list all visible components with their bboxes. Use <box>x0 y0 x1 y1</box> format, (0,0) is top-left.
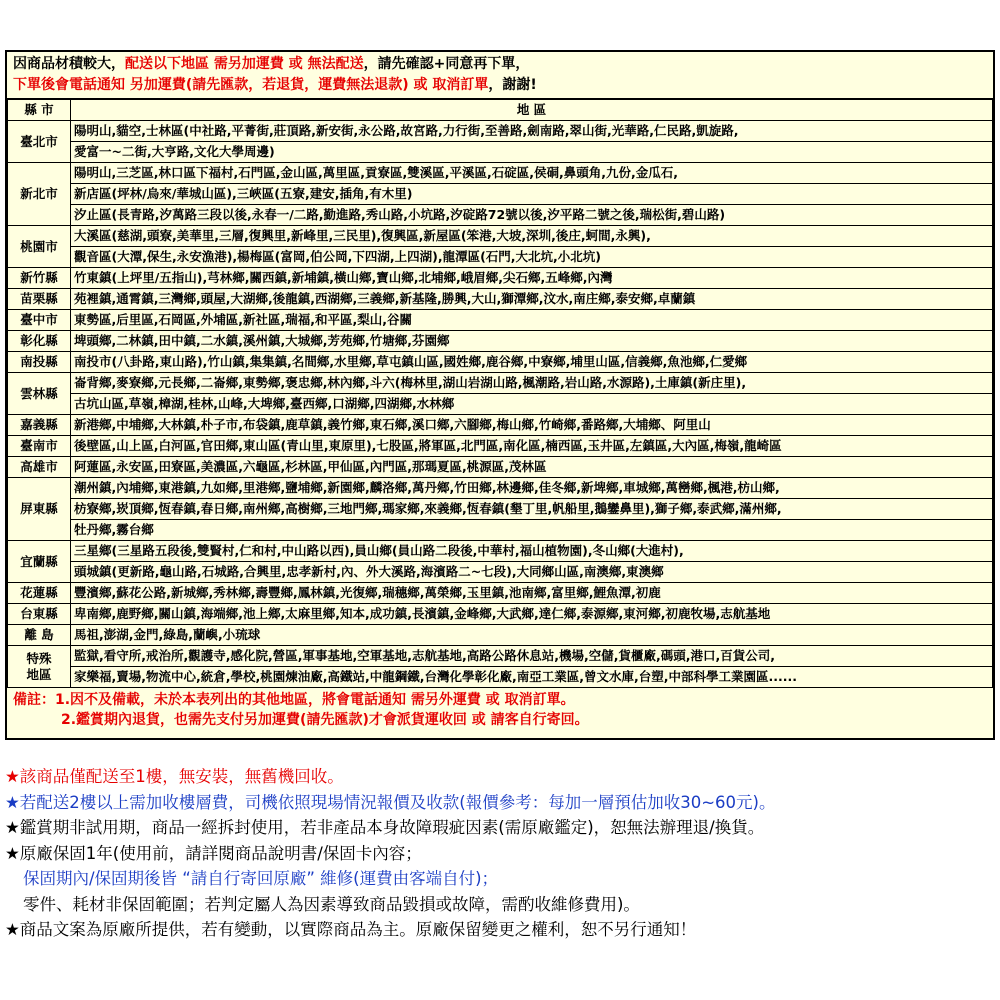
region-cell: 竹東鎮(上坪里/五指山),芎林鄉,關西鎮,新埔鎮,橫山鄉,寶山鄉,北埔鄉,峨眉鄉,尖石鄉,五峰鄉,內灣 <box>71 268 993 289</box>
county-cell: 新北市 <box>8 163 71 226</box>
notice-line-2-part-2: ，謝謝! <box>488 77 537 93</box>
bottom-note: ★鑑賞期非試用期，商品一經拆封使用，若非產品本身故障瑕疵因素(需原廠鑑定)，恕無法辦理退/換貨。 <box>5 818 765 837</box>
bottom-note: ★若配送2樓以上需加收樓層費，司機依照現場情況報價及收款(報價參考：每加一層預估加收30~60元)。 <box>5 792 776 812</box>
bottom-note: ★商品文案為原廠所提供，若有變動，以實際商品為主。原廠保留變更之權利，恕不另行通知！ <box>5 920 697 939</box>
bottom-notes <box>5 764 995 943</box>
notice-line-2 <box>13 75 987 96</box>
region-cell: 三星鄉(三星路五段後,雙賢村,仁和村,中山路以西),員山鄉(員山路二段後,中華村,福山植物園),冬山鄉(大進村), <box>71 541 993 562</box>
table-row <box>8 562 993 583</box>
county-cell: 台東縣 <box>8 604 71 625</box>
county-cell: 宜蘭縣 <box>8 541 71 583</box>
notice-line-2-part-1: 下單後會電話通知 另加運費(請先匯款，若退貨，運費無法退款) 或 取消訂單 <box>13 77 489 93</box>
county-cell: 雲林縣 <box>8 373 71 415</box>
county-cell: 臺中市 <box>8 310 71 331</box>
notice-line-1-part-1: 因商品材積較大， <box>13 56 125 72</box>
table-row <box>8 394 993 415</box>
region-cell: 崙背鄉,麥寮鄉,元長鄉,二崙鄉,東勢鄉,褒忠鄉,林內鄉,斗六(梅林里,湖山岩湖山路,楓潮路,岩山路,水源路),土庫鎮(新庄里), <box>71 373 993 394</box>
table-row <box>8 646 993 667</box>
county-cell: 屏東縣 <box>8 478 71 541</box>
notice-line-1 <box>13 54 987 75</box>
county-cell: 南投縣 <box>8 352 71 373</box>
county-cell: 花蓮縣 <box>8 583 71 604</box>
region-cell: 苑裡鎮,通霄鎮,三灣鄉,頭屋,大湖鄉,後龍鎮,西湖鄉,三義鄉,新基隆,勝興,大山,獅潭鄉,汶水,南庄鄉,泰安鄉,卓蘭鎮 <box>71 289 993 310</box>
region-cell: 後壁區,山上區,白河區,官田鄉,東山區(青山里,東原里),七股區,將軍區,北門區,南化區,楠西區,玉井區,左鎮區,大內區,梅嶺,龍崎區 <box>71 436 993 457</box>
county-cell: 苗栗縣 <box>8 289 71 310</box>
table-row <box>8 583 993 604</box>
table-row <box>8 289 993 310</box>
county-cell: 彰化縣 <box>8 331 71 352</box>
region-cell: 埤頭鄉,二林鎮,田中鎮,二水鎮,溪州鎮,大城鄉,芳苑鄉,竹塘鄉,芬園鄉 <box>71 331 993 352</box>
county-cell: 高雄市 <box>8 457 71 478</box>
table-row <box>8 457 993 478</box>
header-region: 地 區 <box>71 100 993 121</box>
region-cell: 愛富一~二街,大亨路,文化大學周邊) <box>71 142 993 163</box>
table-row <box>8 625 993 646</box>
region-cell: 卑南鄉,鹿野鄉,關山鎮,海端鄉,池上鄉,太麻里鄉,知本,成功鎮,長濱鎮,金峰鄉,大武鄉,達仁鄉,泰源鄉,東河鄉,初鹿牧場,志航基地 <box>71 604 993 625</box>
table-row <box>8 604 993 625</box>
region-table-body <box>8 121 993 688</box>
table-row <box>8 667 993 688</box>
region-cell: 頭城鎮(更新路,龜山路,石城路,合興里,忠孝新村,內、外大溪路,海濱路二~七段),大同鄉山區,南澳鄉,東澳鄉 <box>71 562 993 583</box>
table-row <box>8 478 993 499</box>
bottom-note: ★該商品僅配送至1樓，無安裝，無舊機回收。 <box>5 767 344 786</box>
table-row <box>8 247 993 268</box>
remarks <box>7 688 993 732</box>
table-row <box>8 352 993 373</box>
notice-line-1-part-3: ，請先確認+同意再下單， <box>363 56 530 72</box>
county-cell: 臺北市 <box>8 121 71 163</box>
table-row <box>8 268 993 289</box>
county-cell: 嘉義縣 <box>8 415 71 436</box>
region-cell: 陽明山,三芝區,林口區下福村,石門區,金山區,萬里區,貢寮區,雙溪區,平溪區,石碇區,侯硐,鼻頭角,九份,金瓜石, <box>71 163 993 184</box>
header-county: 縣 市 <box>8 100 71 121</box>
county-cell-special-line: 特殊 <box>26 650 52 666</box>
table-row <box>8 520 993 541</box>
table-header-row <box>8 100 993 121</box>
region-cell: 古坑山區,草嶺,樟湖,桂林,山峰,大埤鄉,臺西鄉,口湖鄉,四湖鄉,水林鄉 <box>71 394 993 415</box>
notice-header <box>7 52 993 99</box>
table-row <box>8 163 993 184</box>
county-cell: 臺南市 <box>8 436 71 457</box>
table-row <box>8 184 993 205</box>
table-row <box>8 499 993 520</box>
region-cell: 枋寮鄉,崁頂鄉,恆春鎮,春日鄉,南州鄉,高樹鄉,三地門鄉,瑪家鄉,來義鄉,恆春鎮(墾丁里,帆船里,鵝鑾鼻里),獅子鄉,泰武鄉,滿州鄉, <box>71 499 993 520</box>
table-row <box>8 331 993 352</box>
region-cell: 監獄,看守所,戒治所,觀護寺,感化院,營區,軍事基地,空軍基地,志航基地,高路公路休息站,機場,空儲,貨櫃廠,碼頭,港口,百貨公司, <box>71 646 993 667</box>
notice-line-1-part-2: 配送以下地區 需另加運費 或 無法配送 <box>125 56 364 72</box>
table-row <box>8 121 993 142</box>
table-row <box>8 205 993 226</box>
region-cell: 東勢區,后里區,石岡區,外埔區,新社區,瑞福,和平區,梨山,谷關 <box>71 310 993 331</box>
region-cell: 潮州鎮,內埔鄉,東港鎮,九如鄉,里港鄉,鹽埔鄉,新園鄉,麟洛鄉,萬丹鄉,竹田鄉,林邊鄉,佳冬鄉,新埤鄉,車城鄉,萬巒鄉,楓港,枋山鄉, <box>71 478 993 499</box>
bottom-note: ★原廠保固1年(使用前，請詳閱商品說明書/保固卡內容； <box>5 843 422 863</box>
region-cell: 觀音區(大潭,保生,永安漁港),楊梅區(富岡,伯公岡,下四湖,上四湖),龍潭區(石門,大北坑,小北坑) <box>71 247 993 268</box>
table-row <box>8 541 993 562</box>
region-cell: 南投市(八卦路,東山路),竹山鎮,集集鎮,名間鄉,水里鄉,草屯鎮山區,國姓鄉,鹿谷鄉,中寮鄉,埔里山區,信義鄉,魚池鄉,仁愛鄉 <box>71 352 993 373</box>
region-cell: 汐止區(長青路,汐萬路三段以後,永春一/二路,勤進路,秀山路,小坑路,汐碇路72號以後,汐平路二號之後,瑞松街,碧山路) <box>71 205 993 226</box>
bottom-note: 零件、耗材非保固範圍；若判定屬人為因素導致商品毀損或故障，需酌收維修費用)。 <box>23 894 640 914</box>
county-cell-special <box>8 646 71 688</box>
county-cell: 新竹縣 <box>8 268 71 289</box>
table-row <box>8 142 993 163</box>
region-cell: 大溪區(慈湖,頭寮,美華里,三層,復興里,新峰里,三民里),復興區,新屋區(笨港,大坡,深圳,後庄,蚵間,永興), <box>71 226 993 247</box>
region-cell: 豐濱鄉,蘇花公路,新城鄉,秀林鄉,壽豐鄉,鳳林鎮,光復鄉,瑞穗鄉,萬榮鄉,玉里鎮,池南鄉,富里鄉,鯉魚潭,初鹿 <box>71 583 993 604</box>
table-row <box>8 415 993 436</box>
shipping-restriction-box <box>5 50 995 740</box>
region-cell: 新店區(坪林/烏來/華城山區),三峽區(五寮,建安,插角,有木里) <box>71 184 993 205</box>
table-row <box>8 373 993 394</box>
remark-line-2: 2.鑑賞期內退貨，也需先支付另加運費(請先匯款)才會派貨運收回 或 請客自行寄回。 <box>61 712 589 728</box>
county-cell-special-line: 地區 <box>26 666 52 682</box>
county-cell: 桃園市 <box>8 226 71 268</box>
region-cell: 家樂福,賣場,物流中心,統倉,學校,桃園煉油廠,高鐵站,中龍鋼鐵,台灣化學彰化廠,南亞工業區,曾文水庫,台塑,中部科學工業園區...... <box>71 667 993 688</box>
table-row <box>8 226 993 247</box>
region-cell: 阿蓮區,永安區,田寮區,美濃區,六龜區,杉林區,甲仙區,內門區,那瑪夏區,桃源區,茂林區 <box>71 457 993 478</box>
region-cell: 牡丹鄉,霧台鄉 <box>71 520 993 541</box>
bottom-note: 保固期內/保固期後皆 “請自行寄回原廠” 維修(運費由客端自付)； <box>23 869 499 888</box>
county-cell: 離 島 <box>8 625 71 646</box>
remark-line-1: 備註：1.因不及備載，未於本表列出的其他地區，將會電話通知 需另外運費 或 取消訂單。 <box>13 692 575 708</box>
table-row <box>8 436 993 457</box>
region-cell: 陽明山,貓空,士林區(中社路,平菁街,莊頂路,新安街,永公路,故宮路,力行街,至善路,劍南路,翠山街,光華路,仁民路,凱旋路, <box>71 121 993 142</box>
region-table <box>7 99 993 688</box>
region-cell: 新港鄉,中埔鄉,大林鎮,朴子市,布袋鎮,鹿草鎮,義竹鄉,東石鄉,溪口鄉,六腳鄉,梅山鄉,竹崎鄉,番路鄉,大埔鄉、阿里山 <box>71 415 993 436</box>
table-row <box>8 310 993 331</box>
region-cell: 馬祖,澎湖,金門,綠島,蘭嶼,小琉球 <box>71 625 993 646</box>
